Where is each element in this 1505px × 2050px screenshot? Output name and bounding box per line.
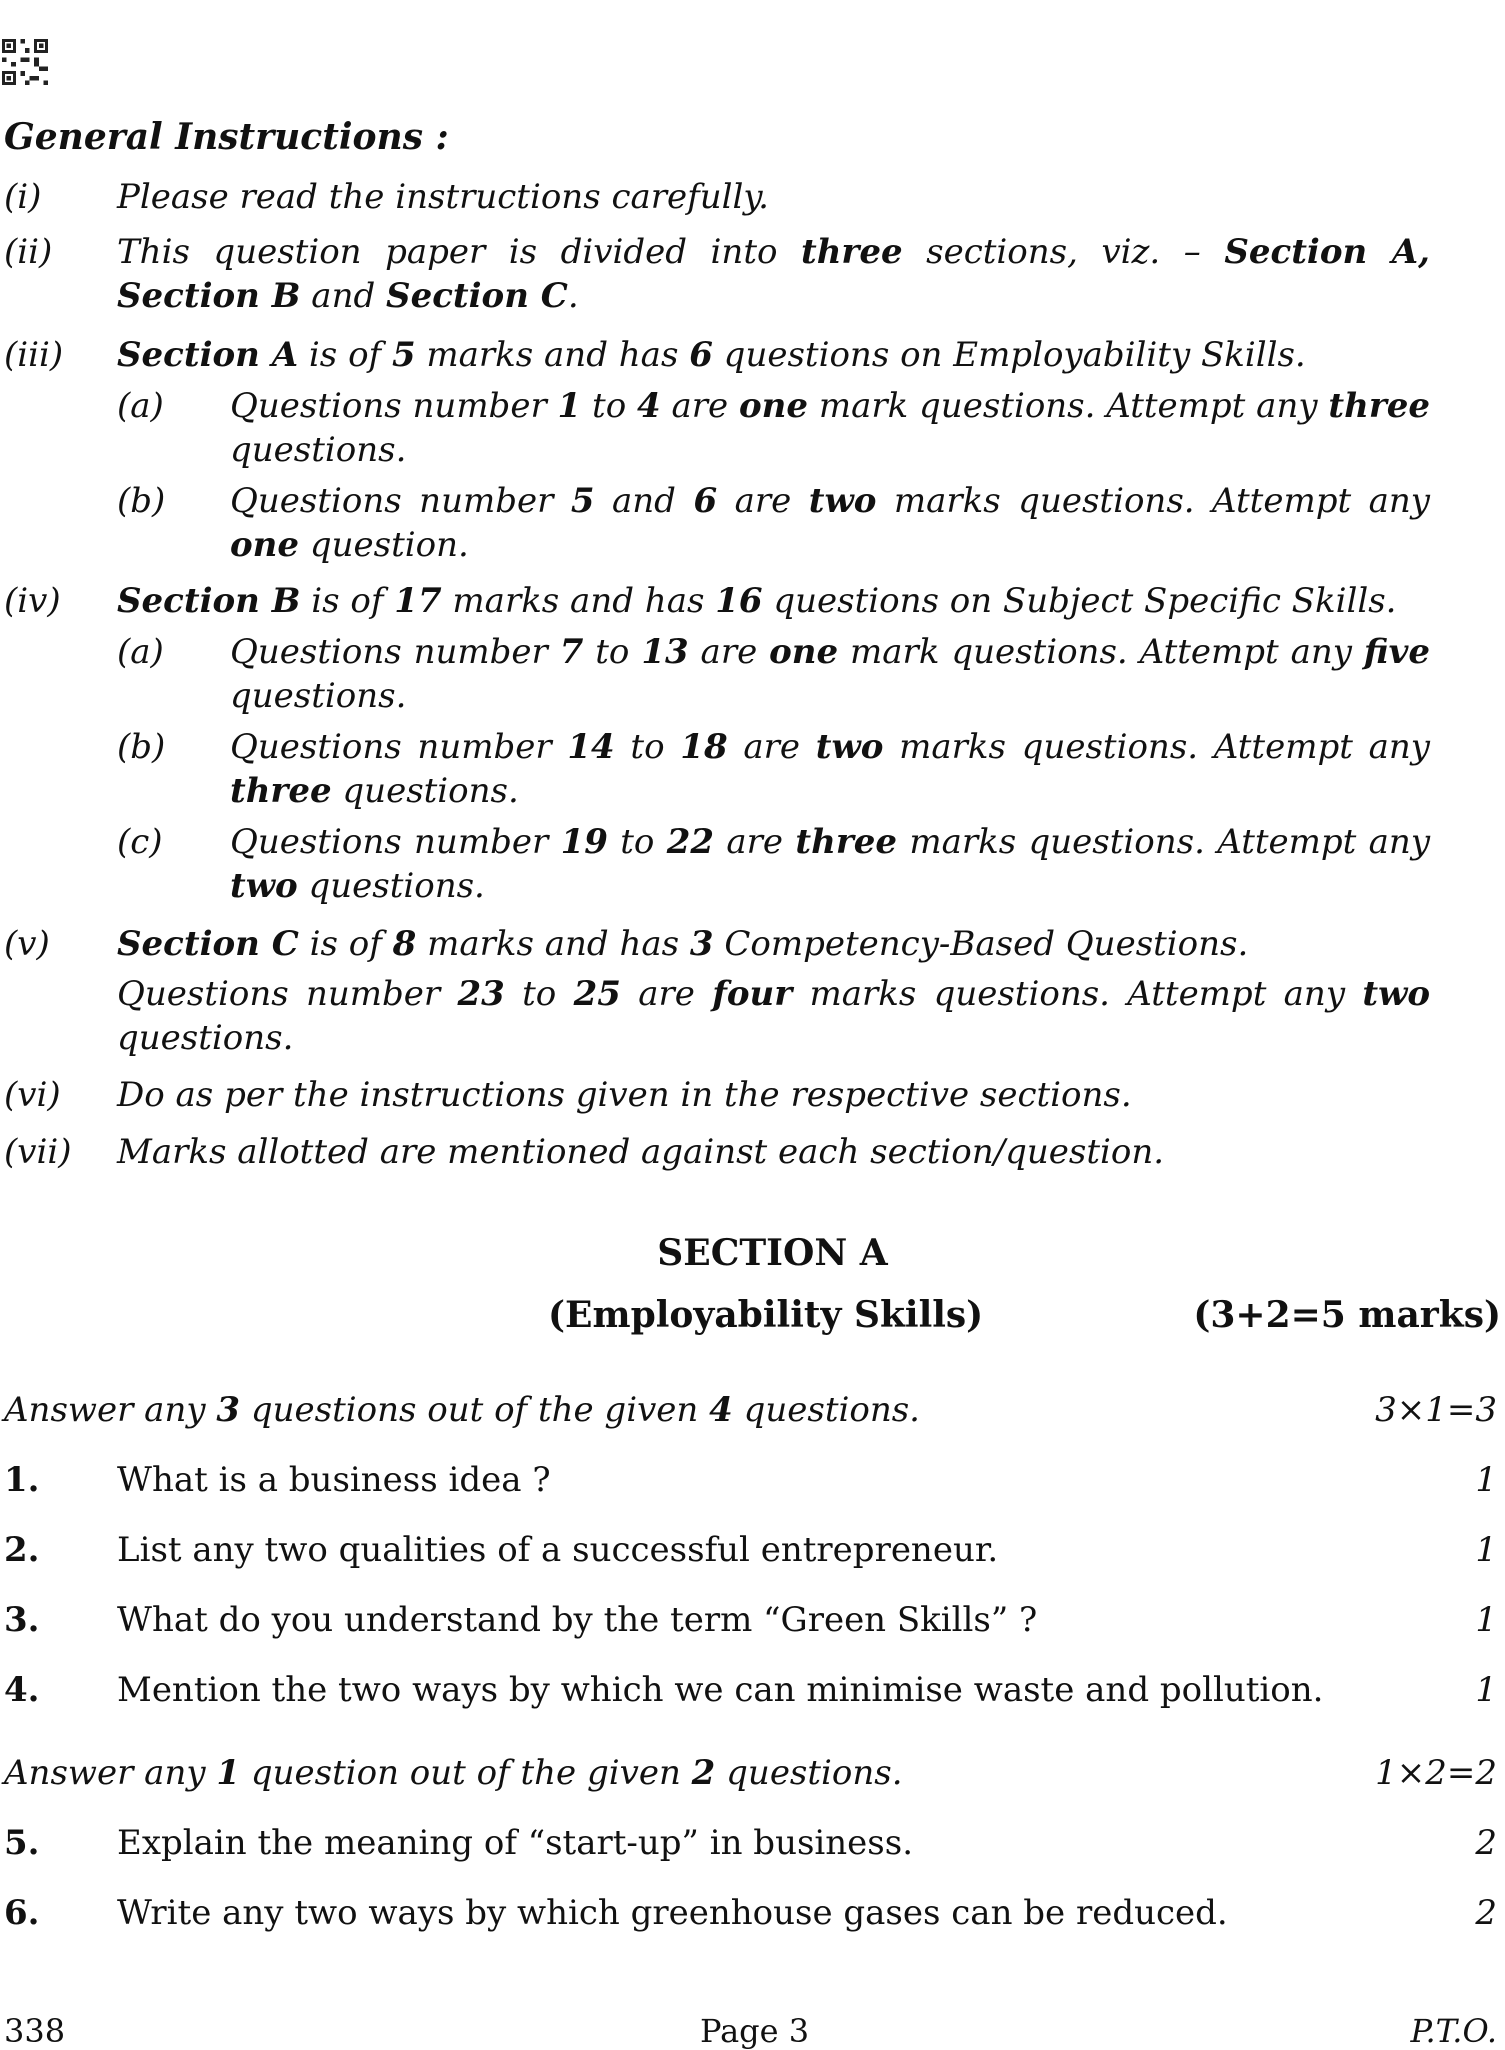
question-marks: 1 xyxy=(1475,1530,1497,1570)
footer-pto: P.T.O. xyxy=(1410,2012,1497,2050)
instruction-text: Section B is of 17 marks and has 16 questions on Subject Specific Skills. xyxy=(117,581,1397,621)
sub-number: (a) xyxy=(117,632,164,672)
instruction-number: (v) xyxy=(4,924,50,964)
instruction-number: (iv) xyxy=(4,581,61,621)
question-number: 1. xyxy=(4,1460,40,1500)
question-text: What is a business idea ? xyxy=(117,1460,551,1500)
question-text: What do you understand by the term “Green Skills” ? xyxy=(117,1600,1038,1640)
answer-instruction-group-1: Answer any 3 questions out of the given 4 questions. 3×1=3 xyxy=(4,1390,1497,1430)
footer-page-number: Page 3 xyxy=(700,2012,810,2050)
sub-text: Questions number 5 and 6 are two marks questions. Attempt any one question. xyxy=(230,481,1430,565)
question-number: 4. xyxy=(4,1670,40,1710)
sub-text: Questions number 7 to 13 are one mark questions. Attempt any five questions. xyxy=(230,632,1430,716)
instruction-text: Please read the instructions carefully. xyxy=(117,177,769,217)
qr-code-icon xyxy=(2,39,48,85)
question-text: Write any two ways by which greenhouse gases can be reduced. xyxy=(117,1893,1228,1933)
question-number: 5. xyxy=(4,1823,40,1863)
group-marks: 1×2=2 xyxy=(1375,1753,1497,1793)
sub-number: (b) xyxy=(117,481,166,521)
sub-number: (a) xyxy=(117,386,164,426)
sub-number: (b) xyxy=(117,727,166,767)
question-number: 3. xyxy=(4,1600,40,1640)
question-number: 2. xyxy=(4,1530,40,1570)
instruction-text: Questions number 23 to 25 are four marks questions. Attempt any two questions. xyxy=(117,974,1431,1058)
general-instructions-heading: General Instructions : xyxy=(4,116,449,158)
question-marks: 1 xyxy=(1475,1600,1497,1640)
instruction-text: This question paper is divided into three sections, viz. – Section A, Section B and Section C. xyxy=(117,232,1430,316)
instruction-text: Section C is of 8 marks and has 3 Competency-Based Questions. xyxy=(117,924,1249,964)
question-marks: 1 xyxy=(1475,1460,1497,1500)
instruction-number: (vi) xyxy=(4,1075,61,1115)
sub-text: Questions number 19 to 22 are three marks questions. Attempt any two questions. xyxy=(230,822,1431,906)
question-marks: 2 xyxy=(1475,1823,1497,1863)
footer-paper-code: 338 xyxy=(4,2012,66,2050)
instruction-number: (iii) xyxy=(4,335,64,375)
question-text: Explain the meaning of “start-up” in business. xyxy=(117,1823,914,1863)
instruction-number: (vii) xyxy=(4,1132,72,1172)
section-title: SECTION A xyxy=(657,1232,888,1274)
section-subtitle: (Employability Skills) xyxy=(548,1294,984,1336)
instruction-text: Do as per the instructions given in the respective sections. xyxy=(117,1075,1132,1115)
question-text: Mention the two ways by which we can minimise waste and pollution. xyxy=(117,1670,1324,1710)
answer-instruction-group-2: Answer any 1 question out of the given 2 questions. 1×2=2 xyxy=(4,1753,1497,1793)
question-number: 6. xyxy=(4,1893,40,1933)
instruction-text: Section A is of 5 marks and has 6 questions on Employability Skills. xyxy=(117,335,1306,375)
instruction-number: (i) xyxy=(4,177,42,217)
question-text: List any two qualities of a successful entrepreneur. xyxy=(117,1530,999,1570)
instruction-number: (ii) xyxy=(4,232,53,272)
question-marks: 1 xyxy=(1475,1670,1497,1710)
sub-number: (c) xyxy=(117,822,163,862)
group-marks: 3×1=3 xyxy=(1375,1390,1497,1430)
instruction-text: Marks allotted are mentioned against each section/question. xyxy=(117,1132,1165,1172)
sub-text: Questions number 14 to 18 are two marks questions. Attempt any three questions. xyxy=(230,727,1430,811)
section-marks: (3+2=5 marks) xyxy=(1193,1294,1501,1336)
question-marks: 2 xyxy=(1475,1893,1497,1933)
sub-text: Questions number 1 to 4 are one mark questions. Attempt any three questions. xyxy=(230,386,1430,470)
